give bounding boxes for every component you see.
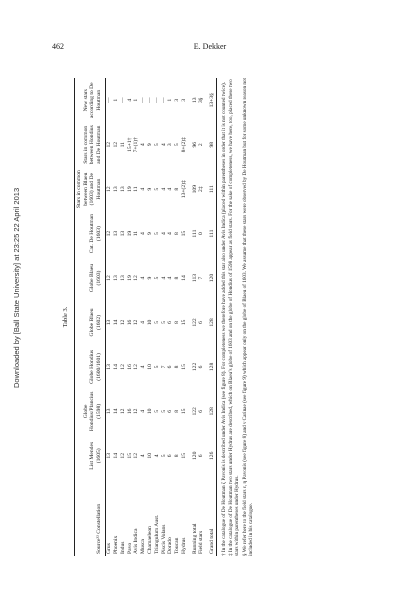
table-cell: 0 (198, 232, 205, 235)
table-cell: 2‡ (198, 186, 205, 192)
table-cell: 111 (209, 229, 216, 238)
table-cell: 19 (126, 186, 133, 192)
table-cell: 122 (191, 318, 198, 327)
table-cell: 11 (133, 186, 140, 192)
table-cell: 11 (119, 142, 126, 148)
table-cell: 6 (167, 409, 174, 413)
row-label: Phoenix (113, 535, 120, 554)
table-cell: 113 (191, 273, 198, 283)
table-cell: 10 (147, 452, 154, 459)
row-label: Pavo (126, 542, 133, 554)
table-cell: 5 (153, 365, 160, 369)
table-cell: 12 (133, 275, 140, 281)
row-label: Chamaeleon (147, 526, 154, 554)
row-label: Dorado (167, 537, 174, 554)
table-cell: 12 (106, 275, 113, 281)
table-cell: 4 (140, 321, 147, 324)
table-cell: 12 (106, 230, 113, 237)
table-cell: 13 (119, 275, 126, 281)
table-cell: 13 (119, 186, 126, 192)
table-cell: 16 (126, 319, 133, 326)
table-cell: 4 (140, 232, 147, 235)
table-cell: 3§ (198, 97, 205, 104)
table-cell: 5 (153, 187, 160, 191)
table-row (198, 78, 205, 556)
column-header: Globe Blaeu (1603) (89, 263, 102, 293)
table-cell: 13+(2)‡ (181, 180, 187, 199)
table-cell: 13 (113, 275, 120, 281)
table-cell: 7 (160, 365, 167, 369)
column-header: Globe Hondius (1600/1601) (89, 349, 102, 384)
column-header: Globe Blaeu (1602) (89, 308, 102, 337)
table-cell: 14 (113, 452, 120, 459)
row-label: Hydrus (181, 537, 187, 554)
column-header: Cat. De Houtman (1603) (89, 213, 102, 254)
table-cell: 12 (133, 364, 140, 370)
table-cell: 13 (106, 319, 113, 326)
table-cell: 14 (113, 408, 120, 415)
table-cell: 5 (153, 143, 160, 147)
table-cell: 12 (119, 364, 126, 370)
column-header: New stars according to De Houtman (82, 82, 102, 119)
table-cell: 7 (198, 276, 205, 280)
table-cell: 128 (209, 318, 216, 327)
table-cell: 10 (147, 319, 154, 326)
table-cell: 1 (133, 98, 140, 102)
table-row (174, 78, 181, 556)
table-cell: — (153, 97, 160, 104)
column-header: List Mendes (1605) (89, 441, 102, 470)
table-cell: 126 (209, 451, 216, 460)
table-cell: 5 (160, 321, 167, 324)
table-cell: 4 (140, 276, 147, 280)
table-cell: 1 (113, 98, 120, 102)
table-cell: 14 (113, 319, 120, 326)
table-cell: 4 (140, 454, 147, 458)
table-row (167, 78, 174, 556)
table-cell: — (119, 97, 126, 104)
table-cell: 7+(1)† (133, 137, 140, 153)
row-label: Grus (106, 543, 113, 554)
table-cell: 8 (174, 409, 181, 413)
table-cell: 12 (133, 408, 140, 415)
header-constellation: Source³² Constellation (95, 503, 102, 554)
table-cell: 9 (147, 187, 154, 191)
table-cell: 4 (140, 365, 147, 369)
rotated-table-block (60, 78, 415, 556)
table-cell: 8 (174, 321, 181, 324)
row-label: Running total (191, 523, 198, 554)
table-cell: 6 (167, 365, 174, 369)
row-label: Piscis Volans (160, 524, 167, 554)
table-cell: 4 (140, 143, 147, 147)
table-cell: 4 (126, 98, 133, 102)
table-cell: 13+3§ (209, 93, 216, 108)
table-cell: 9 (147, 276, 154, 280)
table-cell: 9 (147, 232, 154, 235)
table-cell: — (140, 97, 147, 104)
table-cell: 10 (147, 364, 154, 370)
table-row (160, 78, 167, 556)
table-row (147, 78, 154, 556)
table-cell: 15 (181, 319, 187, 326)
table-cell: 12 (119, 319, 126, 326)
table-cell: 11 (133, 230, 140, 237)
table-row (154, 78, 161, 556)
table-cell: — (160, 97, 167, 104)
table-cell: 15+1† (126, 137, 133, 152)
table-cell: 8+(2)‡ (181, 137, 187, 153)
row-label: Triangulum Aust. (153, 514, 160, 554)
table-cell: 4 (160, 232, 167, 235)
table-cell: 13 (119, 230, 126, 237)
table-cell: 14 (181, 275, 187, 281)
table-cell: 6 (198, 454, 205, 458)
column-header: Globe Hondius/Plancius (1598) (82, 391, 102, 432)
row-label: Indus (119, 541, 126, 554)
table-row (140, 78, 147, 556)
table-cell: 122 (191, 407, 198, 416)
table-cell: 15 (181, 408, 187, 415)
table-cell: 5 (153, 409, 160, 413)
table-cell: 128 (209, 407, 216, 416)
table-cell: 13 (113, 186, 120, 192)
table-cell: 120 (191, 451, 198, 460)
table-cell: 5 (160, 454, 167, 458)
table-cell: 12 (133, 452, 140, 459)
table-row (120, 78, 127, 556)
table-cell: 6 (198, 365, 205, 369)
table-row (181, 78, 188, 556)
table-cell: 12 (133, 319, 140, 326)
table-cell: 8 (174, 187, 181, 191)
table-cell: 1 (167, 98, 174, 102)
table-body (106, 78, 217, 556)
row-label: Grand total (209, 528, 216, 554)
table-cell: 3 (174, 98, 181, 102)
table-cell: 6 (167, 454, 174, 458)
table-cell: 6 (167, 321, 174, 324)
table-cell: 4 (140, 409, 147, 413)
table-cell: 128 (209, 362, 216, 372)
table-row (188, 78, 199, 556)
row-label: Field stars (198, 530, 205, 554)
table-cell: 8 (174, 232, 181, 235)
table-cell: 4 (160, 276, 167, 280)
row-label: Musca (140, 539, 147, 554)
table-cell: — (147, 97, 154, 104)
table-cell: 10 (147, 408, 154, 415)
table-cell: — (106, 97, 113, 104)
table-cell: 12 (106, 141, 113, 148)
table-cell: 13 (106, 364, 113, 370)
table-cell: 12 (113, 141, 120, 148)
table-note-2: ‡ In the catalogue of De Houtman two stars under Hydrus are described, which on Blaeu’s globe of 1603 and on the globe of Hondius of 1598 appear as field stars. For the sake of completeness, we have here, too, placed these two stars within parentheses under Hydrus. (227, 79, 241, 556)
table-cell: 6 (198, 321, 205, 324)
table-cell: 19 (126, 230, 133, 237)
table-cell: 111 (209, 185, 216, 194)
table-cell: 109 (191, 184, 198, 194)
table-cell: 13 (191, 97, 198, 104)
table-cell: 8 (174, 365, 181, 369)
table-cell: 9 (147, 143, 154, 147)
table-cell: 15 (181, 452, 187, 459)
table-row (106, 78, 113, 556)
table-cell: 8 (174, 276, 181, 280)
table-header-row (75, 78, 106, 556)
table-cell: 5 (153, 232, 160, 235)
column-header: Stars in common between Blaeu (1603) and De Houtman (76, 170, 102, 209)
table-cell: 13 (106, 408, 113, 415)
table-cell: 4 (167, 276, 174, 280)
table-cell: 14 (113, 364, 120, 370)
table-cell: 15 (181, 230, 187, 237)
table-cell: 5 (153, 276, 160, 280)
table-cell: 4 (160, 187, 167, 191)
table-cell: 13 (106, 452, 113, 459)
table-cell: 19 (126, 275, 133, 281)
page-number: 462 (52, 42, 64, 51)
table-cell: 16 (126, 364, 133, 370)
table-title: Table 3. (62, 306, 69, 328)
table-cell: 4 (167, 232, 174, 235)
table-cell: 4 (140, 187, 147, 191)
table-note-3: § We refer here to the field stars ε, η Pavonis (see figure 8) and ν Carinae (see figure 9) which appear only on the globe of Blaeu of 1603. We assume that these stars were observed by De Houtman but for some unknown reason not included in his catalogue. (241, 78, 254, 556)
table-row (205, 78, 216, 556)
table-cell: 4 (160, 143, 167, 147)
table-cell: 12 (119, 452, 126, 459)
table-cell: 3 (167, 143, 174, 147)
column-header: Stars in common between Hondius and De Houtman (82, 125, 102, 165)
table-cell: 15 (181, 364, 187, 370)
table-cell: 120 (209, 273, 216, 283)
table-cell: 8 (174, 454, 181, 458)
table-cell: 4 (167, 187, 174, 191)
table-cell: 16 (126, 408, 133, 415)
row-label: Toucan (174, 537, 181, 554)
table-cell: 5 (174, 143, 181, 147)
table-cell: 15 (126, 452, 133, 459)
running-head-author: E. Dekker (193, 42, 227, 51)
table-cell: 3 (181, 98, 187, 102)
table-cell: 12 (106, 186, 113, 192)
row-label: Avis Indica (133, 528, 140, 554)
star-comparison-table (74, 78, 216, 556)
table-cell: 13 (113, 230, 120, 237)
table-cell: 111 (191, 229, 198, 238)
table-cell: 98 (209, 141, 216, 148)
table-cell: 12 (119, 408, 126, 415)
table-row (113, 78, 120, 556)
table-cell: 122 (191, 362, 198, 372)
table-cell: 4 (153, 454, 160, 458)
table-cell: 5 (160, 409, 167, 413)
table-cell: 6 (198, 409, 205, 413)
table-notes (221, 78, 255, 556)
table-row (133, 78, 140, 556)
table-cell: 96 (191, 141, 198, 148)
table-cell: 5 (153, 321, 160, 324)
table-note-1: † In the catalogue of De Houtman ζ Pavonis is described under Avis Indica (see figure 8). For completeness we therefore have added this star also under Avis Indica (placed within parentheses in order that it is not counted twice). (220, 81, 227, 556)
table-cell: 2 (198, 143, 205, 147)
